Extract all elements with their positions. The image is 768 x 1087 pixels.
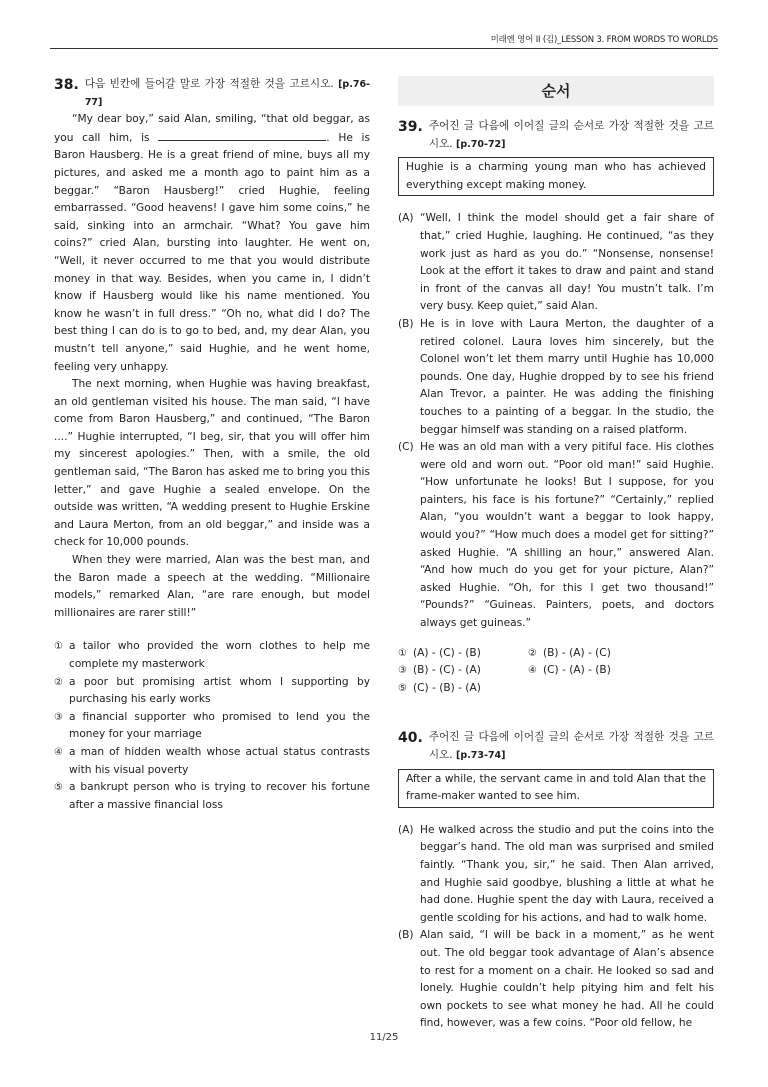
- question-40-header: [398, 729, 714, 764]
- question-prompt: 주어진 글 다음에 이어질 글의 순서로 가장 적절한 것을 고르시오. [p.73-74]: [428, 731, 714, 761]
- choice-4[interactable]: ④ a man of hidden wealth whose actual status contrasts with his visual poverty: [54, 745, 370, 776]
- choice-2[interactable]: ② a poor but promising artist whom I supporting by purchasing his early works: [54, 675, 370, 706]
- passage-paragraph: When they were married, Alan was the best man, and the Baron made a speech at the wedding. “Millionaire models,” remarked Alan, “are rare enough, but model millionaires are rarer still!”: [54, 554, 370, 619]
- passage-item-a: (A) “Well, I think the model should get a fair share of that,” cried Hughie, laughing. He continued, “as they work just as hard as you do.” “Nonsense, nonsense! Look at the effort it takes to draw and paint and stand in front of the canvas all day! You mustn’t talk. I’m very busy. Keep quiet,” said Alan.: [398, 212, 714, 313]
- question-prompt: 다음 빈칸에 들어갈 말로 가장 적절한 것을 고르시오. [p.76-77]: [84, 78, 370, 108]
- question-number: 40.: [398, 730, 423, 747]
- passage-item-a: (A) He walked across the studio and put the coins into the beggar’s hand. The old man was surprised and smiled faintly. “Thank you, sir,” he said. Then Alan arrived, and Hughie said goodbye, blushing a little at what he had done. Hughie spent the day with Laura, received a gentle scolding for his actions, and had to walk home.: [398, 823, 714, 924]
- question-number: 39.: [398, 119, 423, 135]
- right-column: [398, 76, 714, 1033]
- question-number: 38.: [54, 77, 79, 93]
- question-38-choices: [54, 638, 370, 814]
- question-prompt: 주어진 글 다음에 이어질 글의 순서로 가장 적절한 것을 고르시오. [p.70-72]: [428, 120, 714, 150]
- choice-3[interactable]: ③ (B) - (C) - (A): [398, 664, 481, 677]
- passage-item-b: (B) He is in love with Laura Merton, the daughter of a retired colonel. Laura loves him sincerely, but the Colonel won’t let them marry until Hughie has 10,000 pounds. One day, Hughie dropped by to see his friend Alan Trevor, a painter. He was adding the finishing touches to a painting of a beggar. In the studio, the beggar himself was standing on a raised platform.: [398, 317, 714, 436]
- question-39-header: [398, 118, 714, 153]
- header-divider: [50, 48, 718, 49]
- choice-2[interactable]: ② (B) - (A) - (C): [528, 646, 611, 659]
- choice-4[interactable]: ④ (C) - (A) - (B): [528, 664, 611, 677]
- question-39-items: [398, 210, 714, 632]
- choice-1[interactable]: ① a tailor who provided the worn clothes to help me complete my masterwork: [54, 640, 370, 670]
- passage-item-c: (C) He was an old man with a very pitiful face. His clothes were old and worn out. “Poor old man!” said Hughie. “How unfortunate he looks! But I suppose, for you painters, his face is his fortune?” “Certainly,” replied Alan, “you wouldn’t want a beggar to look happy, would you?” “How much does a model get for sitting?” asked Hughie. “A shilling an hour,” answered Alan. “And how much do you get for your picture, Alan?” asked Hughie. “Oh, for this I get two thousand!” “Pounds?” “Guineas. Painters, poets, and doctors always get guineas.”: [398, 441, 714, 630]
- choice-5[interactable]: ⑤ (C) - (B) - (A): [398, 681, 481, 694]
- question-40-items: [398, 822, 714, 1033]
- section-title: 순서: [398, 76, 714, 106]
- question-38-header: [54, 76, 370, 111]
- choice-5[interactable]: ⑤ a bankrupt person who is trying to recover his fortune after a massive financial loss: [54, 781, 370, 811]
- passage-paragraph: The next morning, when Hughie was having breakfast, an old gentleman visited his house. The man said, “I have come from Baron Hausberg,” and continued, “The Baron ....” Hughie interrupted, “I beg, sir, that you will offer him my sincerest apologies.” Then, with a smile, the old gentleman said, “The Baron has asked me to bring you this letter,” and gave Hughie a sealed envelope. On the outside was written, “A wedding present to Hughie Erskine and Laura Merton, from an old beggar,” and inside was a check for 10,000 pounds.: [54, 378, 370, 549]
- question-38-passage: [54, 111, 370, 622]
- header-title: 미래엔 영어 II (김)_LESSON 3. FROM WORDS TO WORLDS: [490, 35, 718, 45]
- passage-paragraph: “My dear boy,” said Alan, smiling, “that old beggar, as you call him, is . He is Baron Hausberg. He is a great friend of mine, buys all my pictures, and asked me a month ago to paint him as a beggar.” “Baron Hausberg!” cried Hughie, feeling embarrassed. “Good heavens! I gave him some coins,” he said, sinking into an armchair. “What? You gave him coins?” cried Alan, bursting into laughter. He went on, “Well, it never occurred to me that you would distribute money in that way. Besides, when you came in, I didn’t know if Hausberg would like his name mentioned. You know he wasn’t in full dress.” “Oh no, what did I do? The best thing I can do is to go to bed, and, my dear Alan, you mustn’t tell anyone,” said Hughie, and he went home, feeling very unhappy.: [54, 113, 370, 373]
- passage-item-b: (B) Alan said, “I will be back in a moment,” as he went out. The old beggar took advantage of Alan’s absence to rest for a moment on a chair. He looked so sad and lonely. Hughie couldn’t help pitying him and felt his own pockets to see what money he had. All he could find, however, was a few coins. “Poor old fellow, he: [398, 929, 714, 1030]
- page-number: 11/25: [369, 1032, 399, 1043]
- page-reference: [p.70-72]: [456, 138, 506, 150]
- left-column: [54, 76, 370, 814]
- given-sentence-box: Hughie is a charming young man who has achieved everything except making money.: [398, 157, 714, 196]
- choice-1[interactable]: ① (A) - (C) - (B): [398, 646, 481, 659]
- page-reference: [p.73-74]: [456, 750, 506, 761]
- page-reference: [p.76-77]: [84, 79, 370, 108]
- given-sentence-box: After a while, the servant came in and told Alan that the frame-maker wanted to see him.: [398, 769, 714, 808]
- question-39-choices: [398, 645, 714, 698]
- choice-3[interactable]: ③ a financial supporter who promised to lend you the money for your marriage: [54, 710, 370, 741]
- answer-blank: [158, 129, 326, 141]
